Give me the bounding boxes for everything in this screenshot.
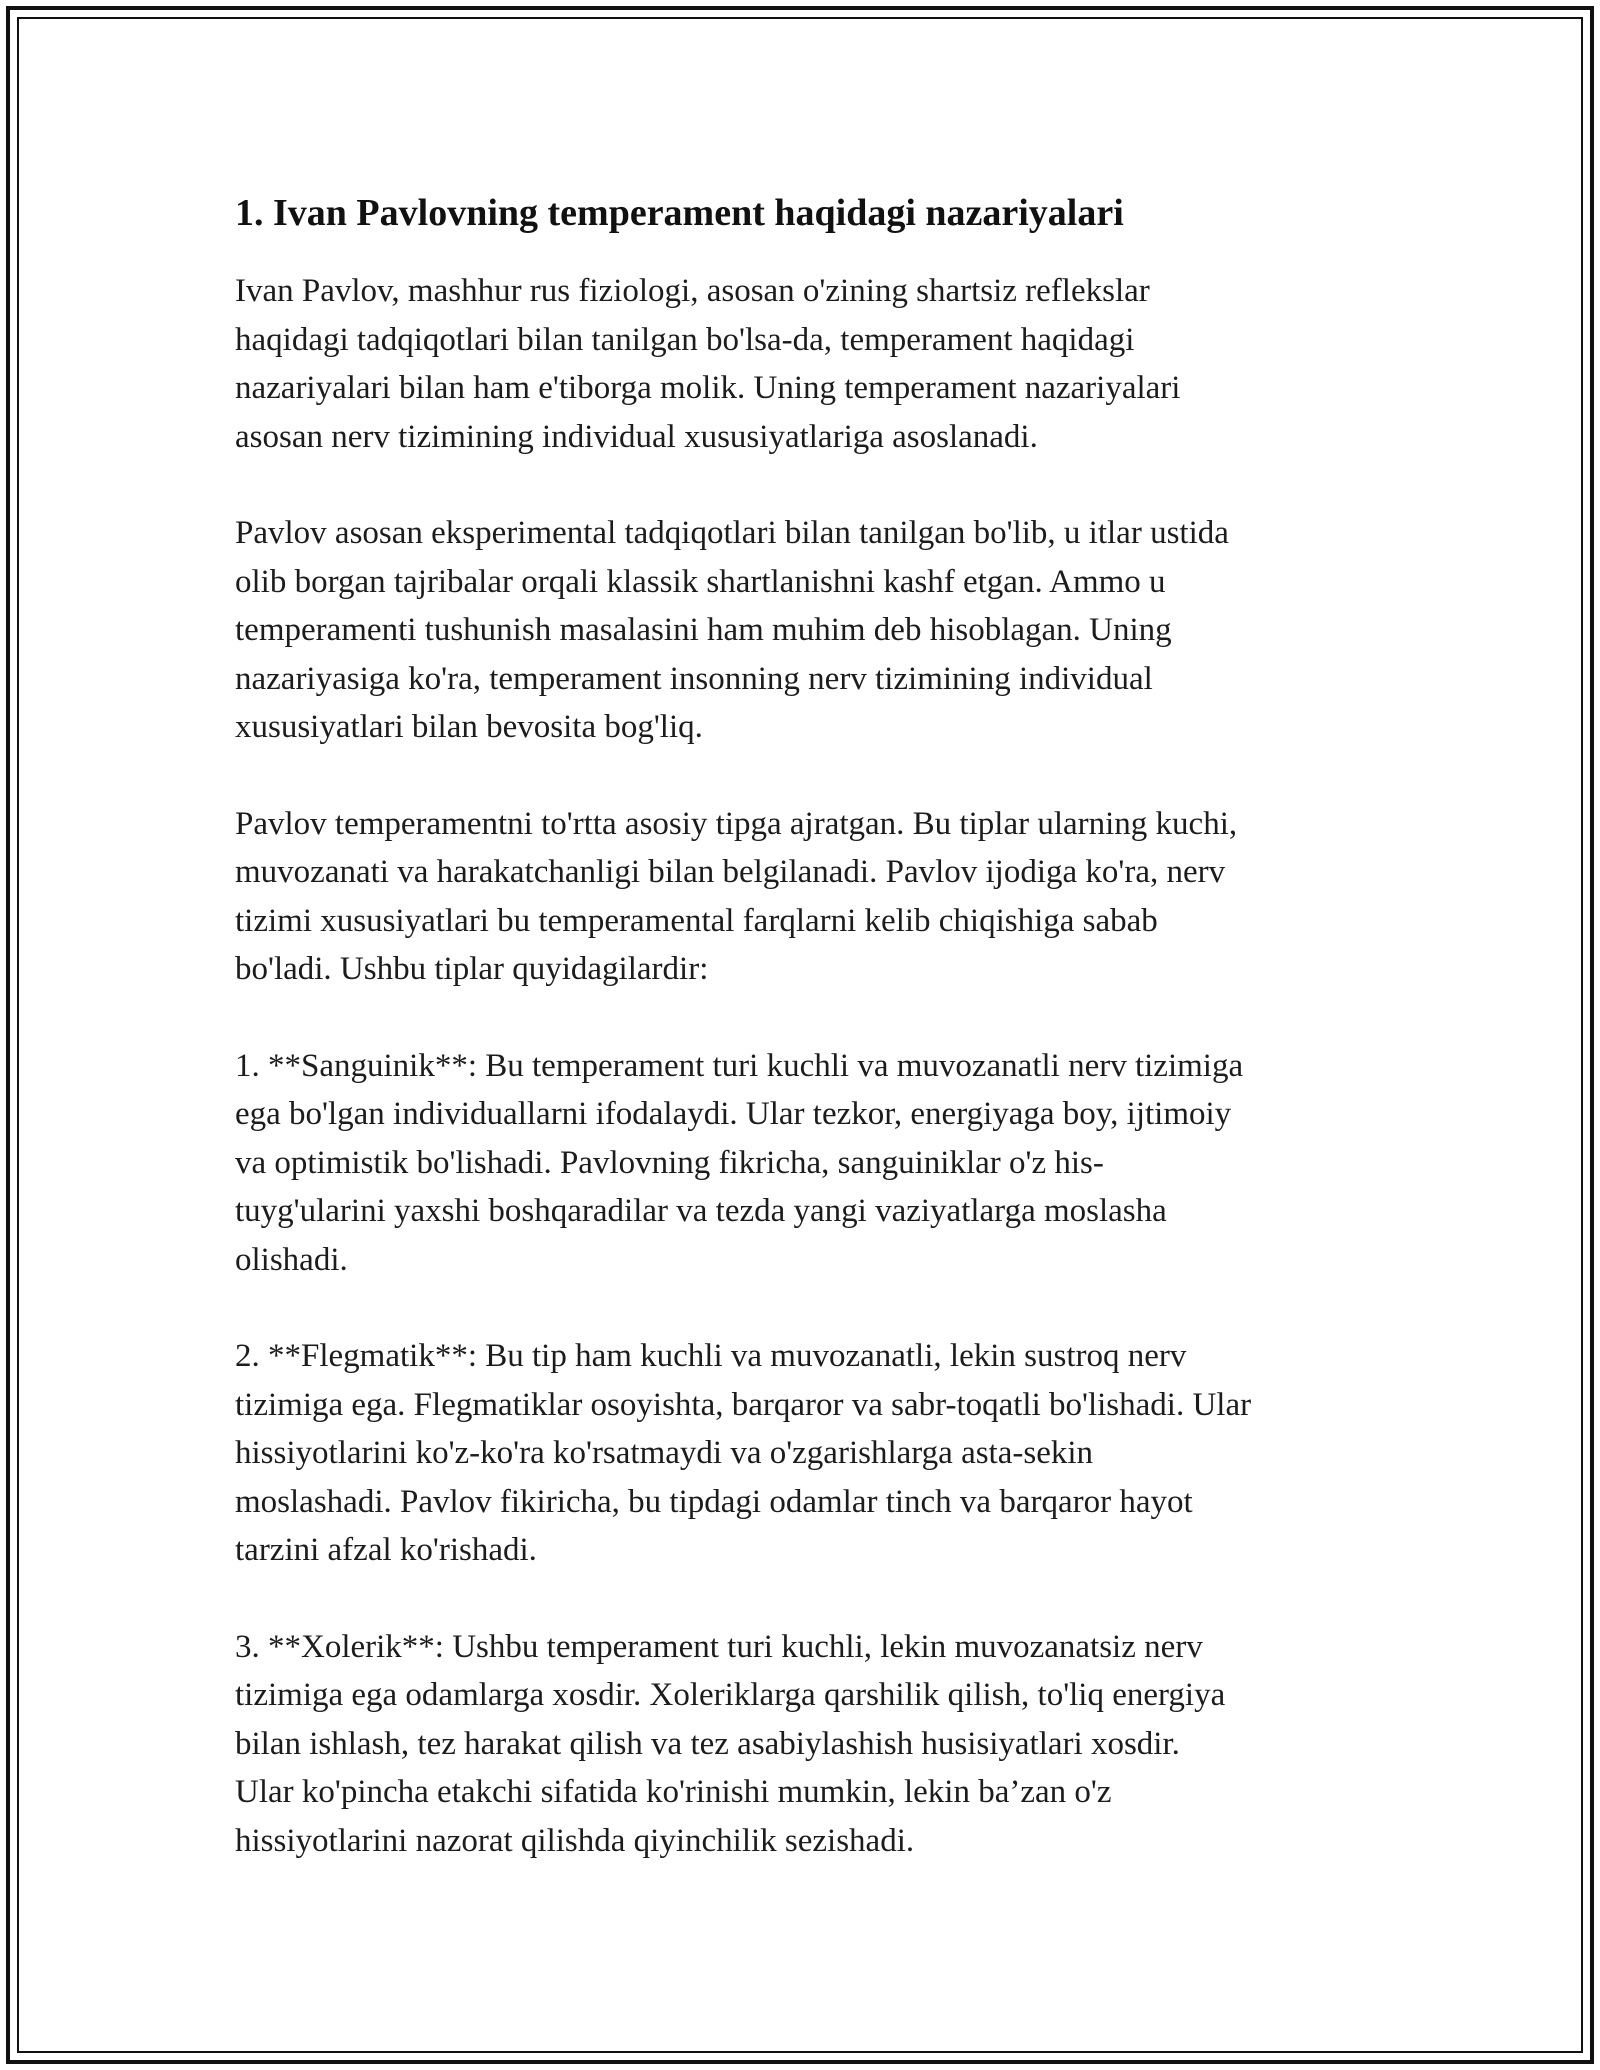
list-item-sanguinik: 1. **Sanguinik**: Bu temperament turi kuchli va muvozanatli nerv tizimiga ega bo'lgan individuallarni ifodalaydi. Ular tezkor, energiyaga boy, ijtimoiy va optimistik bo'lishadi. Pavlovning fikricha, sanguiniklar o'z his- tuyg'ularini yaxshi boshqaradilar va tezda yangi vaziyatlarga moslasha olishadi. bbox=[235, 1047, 1244, 1278]
list-item-xolerik: 3. **Xolerik**: Ushbu temperament turi kuchli, lekin muvozanatsiz nerv tizimiga ega odamlarga xosdir. Xoleriklarga qarshilik qilish, to'liq energiya bilan ishlash, tez harakat qilish va tez asabiylashish husisiyatlari xosdir. Ular ko'pincha etakchi sifatida ko'rinishi mumkin, lekin ba’zan o'z hissiyotlarini nazorat qilishda qiyinchilik sezishadi. bbox=[235, 1628, 1226, 1859]
paragraph-four-types: Pavlov temperamentni to'rtta asosiy tipga ajratgan. Bu tiplar ularning kuchi, muvozanati va harakatchanligi bilan belgilanadi. Pavlov ijodiga ko'ra, nerv tizimi xususiyatlari bu temperamental farqlarni kelib chiqishiga sabab bo'ladi. Ushbu tiplar quyidagilardir: bbox=[235, 805, 1238, 987]
document-body bbox=[235, 185, 1375, 1913]
paragraph-experiments: Pavlov asosan eksperimental tadqiqotlari bilan tanilgan bo'lib, u itlar ustida olib borgan tajribalar orqali klassik shartlanishni kashf etgan. Ammo u temperamenti tushunish masalasini ham muhim deb hisoblagan. Uning nazariyasiga ko'ra, temperament insonning nerv tizimining individual xususiyatlari bilan bevosita bog'liq. bbox=[235, 515, 1229, 745]
list-item-flegmatik: 2. **Flegmatik**: Bu tip ham kuchli va muvozanatli, lekin sustroq nerv tizimiga ega. Flegmatiklar osoyishta, barqaror va sabr-toqatli bo'lishadi. Ular hissiyotlarini ko'z-ko'ra ko'rsatmaydi va o'zgarishlarga asta-sekin moslashadi. Pavlov fikiricha, bu tipdagi odamlar tinch va barqaror hayot tarzini afzal ko'rishadi. bbox=[235, 1338, 1252, 1568]
section-heading: 1. Ivan Pavlovning temperament haqidagi nazariyalari bbox=[235, 192, 1124, 234]
paragraph-intro: Ivan Pavlov, mashhur rus fiziologi, asosan o'zining shartsiz reflekslar haqidagi tadqiqotlari bilan tanilgan bo'lsa-da, temperament haqidagi nazariyalari bilan ham e'tiborga molik. Uning temperament nazariyalari asosan nerv tizimining individual xususiyatlariga asoslanadi. bbox=[235, 273, 1181, 455]
